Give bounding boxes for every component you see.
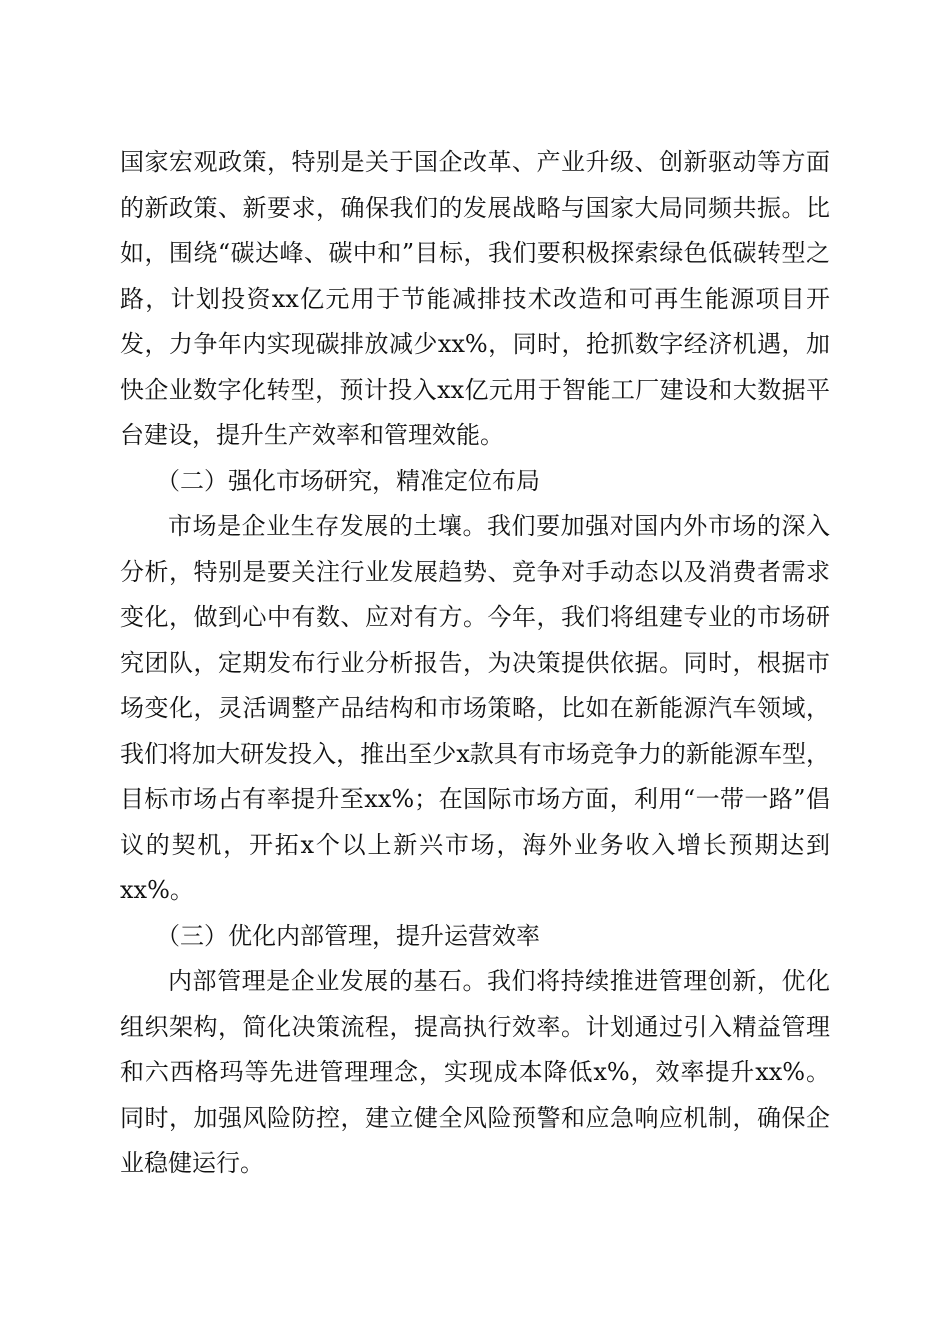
- paragraph-market-research: 市场是企业生存发展的土壤。我们要加强对国内外市场的深入分析，特别是要关注行业发展趋势、竞争对手动态以及消费者需求变化，做到心中有数、应对有方。今年，我们将组建专业的市场研究团队，定期发布行业分析报告，为决策提供依据。同时，根据市场变化，灵活调整产品结构和市场策略，比如在新能源汽车领域，我们将加大研发投入，推出至少x款具有市场竞争力的新能源车型，目标市场占有率提升至xx%；在国际市场方面，利用“一带一路”倡议的契机，开拓x个以上新兴市场，海外业务收入增长预期达到xx%。: [120, 512, 830, 904]
- document-body: [120, 140, 830, 1187]
- section-heading-internal-management: （三）优化内部管理，提升运营效率: [156, 921, 540, 950]
- section-heading-market-research: （二）强化市场研究，精准定位布局: [156, 466, 540, 495]
- paragraph-internal-management: 内部管理是企业发展的基石。我们将持续推进管理创新，优化组织架构，简化决策流程，提高执行效率。计划通过引入精益管理和六西格玛等先进管理理念，实现成本降低x%，效率提升xx%。同时，加强风险防控，建立健全风险预警和应急响应机制，确保企业稳健运行。: [120, 967, 830, 1177]
- paragraph-national-policy: 国家宏观政策，特别是关于国企改革、产业升级、创新驱动等方面的新政策、新要求，确保我们的发展战略与国家大局同频共振。比如，围绕“碳达峰、碳中和”目标，我们要积极探索绿色低碳转型之路，计划投资xx亿元用于节能减排技术改造和可再生能源项目开发，力争年内实现碳排放减少xx%，同时，抢抓数字经济机遇，加快企业数字化转型，预计投入xx亿元用于智能工厂建设和大数据平台建设，提升生产效率和管理效能。: [120, 148, 830, 449]
